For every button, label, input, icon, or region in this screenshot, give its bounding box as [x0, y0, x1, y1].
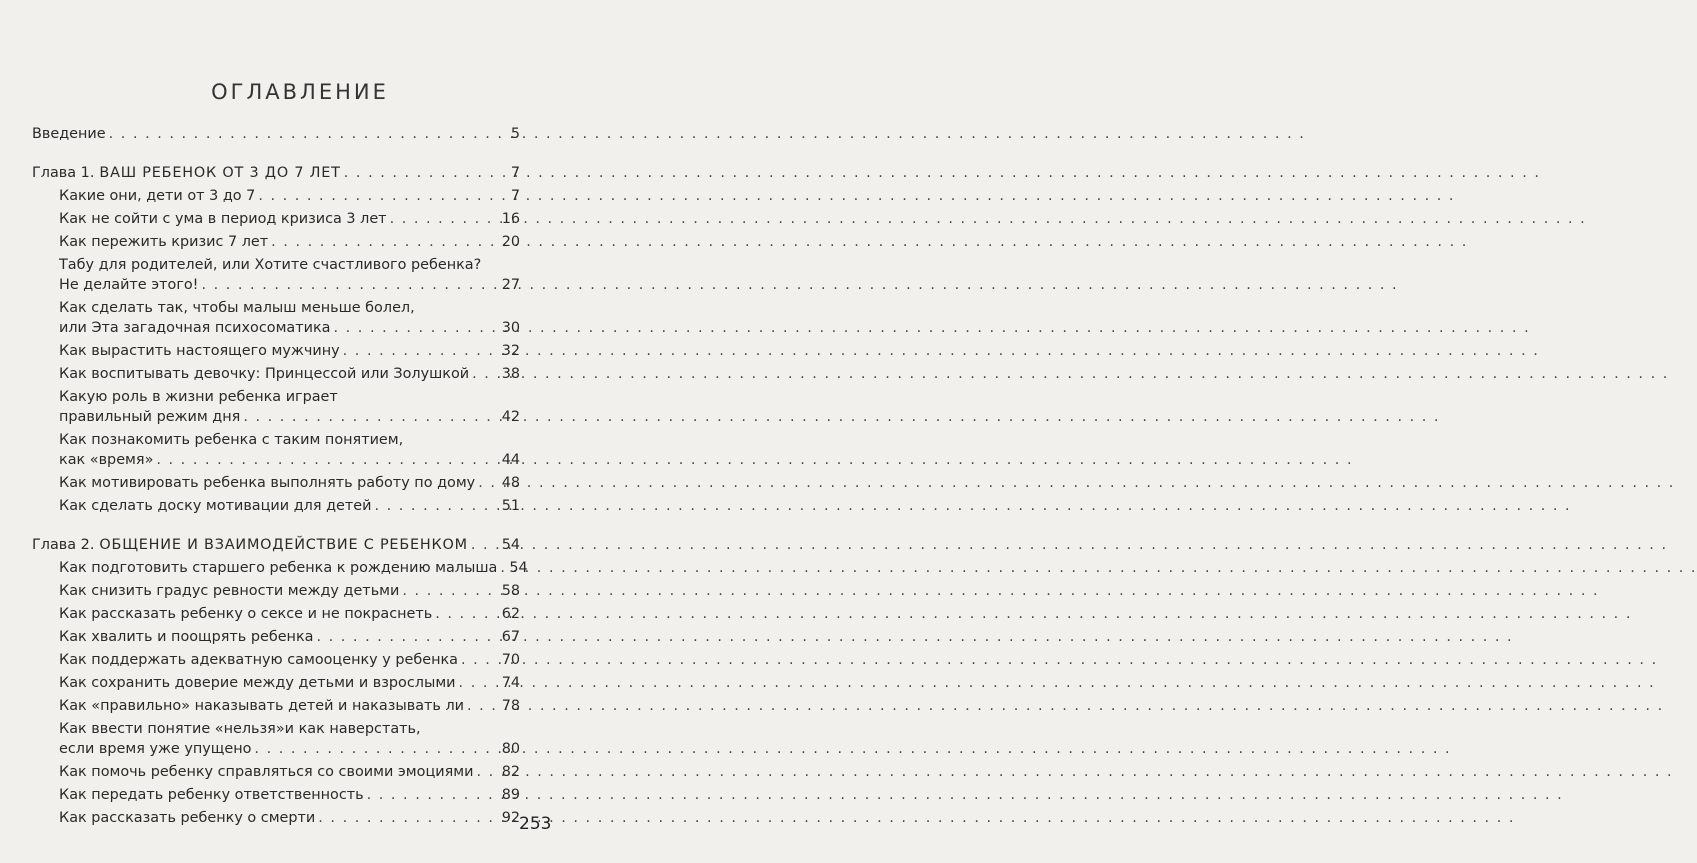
- toc-line: [32, 604, 520, 624]
- entry-title-line: Как сделать так, чтобы малыш меньше болел,: [59, 300, 415, 316]
- dot-leader: [467, 696, 499, 716]
- toc-line: [32, 496, 520, 516]
- page-number: 16: [501, 211, 520, 227]
- entry-title: или Эта загадочная психосоматика: [59, 320, 331, 336]
- toc-entry: [32, 808, 520, 828]
- toc-line: [32, 581, 520, 601]
- dot-leader: [243, 407, 498, 427]
- page-number: 5: [510, 126, 520, 142]
- page-number: 70: [501, 652, 520, 668]
- page-number: 67: [501, 629, 520, 645]
- dot-leader: [258, 186, 508, 206]
- entry-title: Не делайте этого!: [59, 277, 199, 293]
- dot-leader: [201, 275, 498, 295]
- toc-line: [32, 124, 520, 144]
- entry-title: Как помочь ребенку справляться со своими эмоциями: [59, 764, 474, 780]
- entry-title: если время уже упущено: [59, 741, 252, 757]
- entry-title: Как сделать доску мотивации для детей: [59, 498, 372, 514]
- page-number: 32: [501, 343, 520, 359]
- dot-leader: [402, 581, 498, 601]
- toc-entry: [32, 762, 520, 782]
- dot-leader: [109, 124, 508, 144]
- toc-entry: [32, 209, 520, 229]
- page-number: 48: [501, 475, 520, 491]
- toc-entry: [32, 186, 520, 206]
- page-number: 54: [509, 560, 528, 576]
- toc-line: [32, 785, 520, 805]
- page-number: 89: [501, 787, 520, 803]
- toc-line: [32, 762, 520, 782]
- page-number: 78: [501, 698, 520, 714]
- toc-line: [32, 275, 520, 295]
- dot-leader: [476, 762, 498, 782]
- entry-title: Введение: [32, 126, 106, 142]
- toc-entry: [32, 696, 520, 716]
- dot-leader: [316, 627, 498, 647]
- chapter-name: ВАШ РЕБЕНОК ОТ 3 ДО 7 ЛЕТ: [99, 165, 341, 181]
- toc-entry: [32, 581, 520, 601]
- toc-entry: [32, 387, 520, 427]
- entry-title: Как не сойти с ума в период кризиса 3 лет: [59, 211, 387, 227]
- chapter-heading: [32, 535, 520, 555]
- toc-entry: [32, 430, 520, 470]
- chapter-heading: [32, 163, 520, 183]
- folio-page-number: 253: [519, 814, 552, 834]
- page-number: 27: [501, 277, 520, 293]
- entry-title: как «время»: [59, 452, 154, 468]
- page-number: 82: [501, 764, 520, 780]
- toc-entry: [32, 473, 520, 493]
- toc-line: [32, 739, 520, 759]
- toc-entry: [32, 232, 520, 252]
- page-number: 92: [501, 810, 520, 826]
- page-number: 54: [501, 537, 520, 553]
- toc-entry: [32, 673, 520, 693]
- chapter-name: ОБЩЕНИЕ И ВЗАИМОДЕЙСТВИЕ С РЕБЕНКОМ: [99, 537, 468, 553]
- dot-leader: [271, 232, 499, 252]
- page-title: ОГЛАВЛЕНИЕ: [211, 80, 389, 104]
- toc-entry: [32, 364, 520, 384]
- toc-line: [32, 364, 520, 384]
- toc-line: [32, 696, 520, 716]
- entry-title: Какие они, дети от 3 до 7: [59, 188, 256, 204]
- table-of-contents: [32, 124, 528, 831]
- dot-leader: [500, 558, 506, 578]
- toc-line: [32, 341, 520, 361]
- dot-leader: [472, 364, 499, 384]
- toc-line: [32, 673, 520, 693]
- toc-entry: [32, 785, 520, 805]
- toc-entry-intro: [32, 124, 520, 144]
- toc-entry: [32, 558, 528, 578]
- page-number: 7: [510, 188, 520, 204]
- toc-entry: [32, 650, 520, 670]
- toc-line: [32, 407, 520, 427]
- entry-title: правильный режим дня: [59, 409, 241, 425]
- entry-title: Как снизить градус ревности между детьми: [59, 583, 400, 599]
- entry-title: Как «правильно» наказывать детей и наказывать ли: [59, 698, 464, 714]
- toc-line: [32, 186, 520, 206]
- entry-title: Как рассказать ребенку о смерти: [59, 810, 316, 826]
- page-number: 44: [501, 452, 520, 468]
- entry-title: Как мотивировать ребенка выполнять работу по дому: [59, 475, 476, 491]
- chapter-label: Глава 1.: [32, 165, 95, 181]
- page-number: 74: [501, 675, 520, 691]
- chapter-label: Глава 2.: [32, 537, 95, 553]
- page-number: 42: [501, 409, 520, 425]
- dot-leader: [367, 785, 499, 805]
- dot-leader: [478, 473, 498, 493]
- page-number: 58: [501, 583, 520, 599]
- toc-line: [32, 450, 520, 470]
- entry-title: Как сохранить доверие между детьми и взрослыми: [59, 675, 456, 691]
- toc-line: [32, 232, 520, 252]
- entry-title: Как пережить кризис 7 лет: [59, 234, 269, 250]
- toc-line: [32, 535, 520, 555]
- dot-leader: [343, 341, 499, 361]
- chapter-title: [32, 535, 468, 555]
- page-number: 30: [501, 320, 520, 336]
- page-number: 62: [501, 606, 520, 622]
- toc-entry: [32, 255, 520, 295]
- dot-leader: [374, 496, 498, 516]
- toc-entry: [32, 719, 520, 759]
- entry-title: Как хвалить и поощрять ребенка: [59, 629, 314, 645]
- entry-title: Как поддержать адекватную самооценку у ребенка: [59, 652, 458, 668]
- entry-title: Как рассказать ребенку о сексе и не покраснеть: [59, 606, 433, 622]
- chapters-container: [32, 163, 528, 828]
- dot-leader: [344, 163, 508, 183]
- entry-title: Как передать ребенку ответственность: [59, 787, 364, 803]
- chapter-title: [32, 163, 341, 183]
- entry-title-line: Какую роль в жизни ребенка играет: [59, 389, 338, 405]
- dot-leader: [156, 450, 498, 470]
- entry-title: Как подготовить старшего ребенка к рождению малыша: [59, 560, 498, 576]
- entry-title-line: Как познакомить ребенка с таким понятием,: [59, 432, 404, 448]
- toc-entry: [32, 341, 520, 361]
- toc-line: [32, 558, 528, 578]
- toc-line: [32, 318, 520, 338]
- toc-entry: [32, 627, 520, 647]
- entry-title: Как воспитывать девочку: Принцессой или Золушкой: [59, 366, 470, 382]
- page-number: 51: [501, 498, 520, 514]
- dot-leader: [471, 535, 499, 555]
- toc-line: [32, 650, 520, 670]
- dot-leader: [254, 739, 498, 759]
- page-number: 80: [501, 741, 520, 757]
- dot-leader: [459, 673, 499, 693]
- dot-leader: [334, 318, 499, 338]
- toc-entry: [32, 604, 520, 624]
- page-number: 7: [510, 165, 520, 181]
- page-number: 20: [501, 234, 520, 250]
- book-page: [0, 0, 600, 863]
- page-number: 38: [501, 366, 520, 382]
- entry-title-line: Табу для родителей, или Хотите счастливого ребенка?: [59, 257, 482, 273]
- entry-title: Как вырастить настоящего мужчину: [59, 343, 340, 359]
- dot-leader: [390, 209, 499, 229]
- toc-line: [32, 209, 520, 229]
- toc-line: [32, 808, 520, 828]
- toc-entry: [32, 298, 520, 338]
- dot-leader: [461, 650, 499, 670]
- entry-title-line: Как ввести понятие «нельзя»и как наверстать,: [59, 721, 421, 737]
- toc-line: [32, 627, 520, 647]
- dot-leader: [435, 604, 498, 624]
- toc-entry: [32, 496, 520, 516]
- toc-line: [32, 163, 520, 183]
- toc-line: [32, 473, 520, 493]
- dot-leader: [318, 808, 498, 828]
